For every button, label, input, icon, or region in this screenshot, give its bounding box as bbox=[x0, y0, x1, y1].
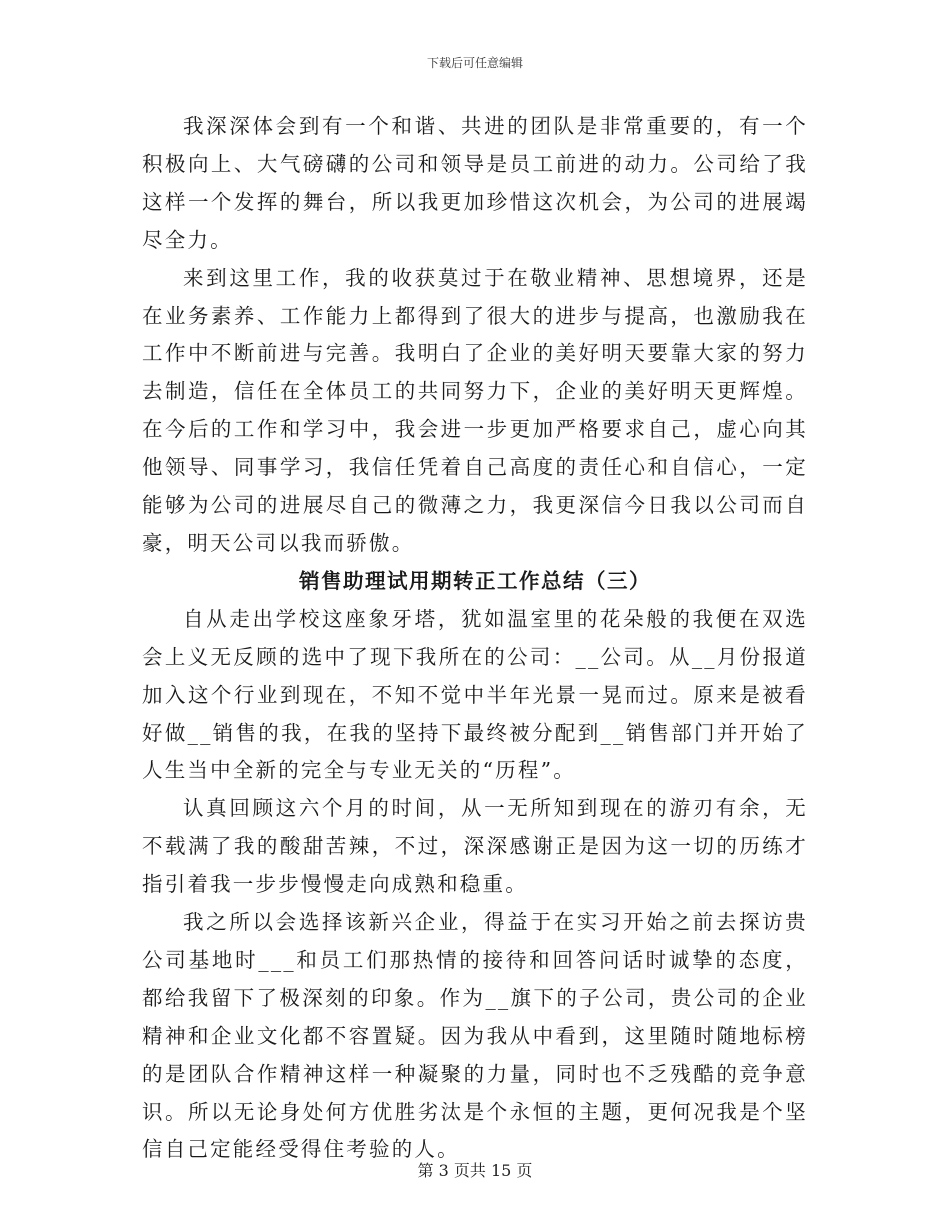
body-paragraph: 我深深体会到有一个和谐、共进的团队是非常重要的，有一个积极向上、大气磅礴的公司和领导是员工前进的动力。公司给了我这样一个发挥的舞台，所以我更加珍惜这次机会，为公司的进展竭尽全力。 bbox=[142, 114, 808, 252]
page-header: 下载后可任意编辑 bbox=[426, 56, 523, 70]
body-paragraph: 认真回顾这六个月的时间，从一无所知到现在的游刃有余，无不载满了我的酸甜苦辣，不过，深深感谢正是因为这一切的历练才指引着我一步步慢慢走向成熟和稳重。 bbox=[142, 796, 808, 897]
section-title: 销售助理试用期转正工作总结（三） bbox=[299, 568, 651, 593]
document-body bbox=[142, 108, 808, 1169]
body-paragraph: 我之所以会选择该新兴企业，得益于在实习开始之前去探访贵公司基地时___和员工们那热情的接待和回答问话时诚挚的态度，都给我留下了极深刻的印象。作为__旗下的子公司，贵公司的企业精神和企业文化都不容置疑。因为我从中看到，这里随时随地标榜的是团队合作精神这样一种凝聚的力量，同时也不乏残酷的竞争意识。所以无论身处何方优胜劣汰是个永恒的主题，更何况我是个坚信自己定能经受得住考验的人。 bbox=[142, 910, 808, 1162]
body-paragraph: 来到这里工作，我的收获莫过于在敬业精神、思想境界，还是在业务素养、工作能力上都得到了很大的进步与提高，也激励我在工作中不断前进与完善。我明白了企业的美好明天要靠大家的努力去制造，信任在全体员工的共同努力下，企业的美好明天更辉煌。在今后的工作和学习中，我会进一步更加严格要求自己，虚心向其他领导、同事学习，我信任凭着自己高度的责任心和自信心，一定能够为公司的进展尽自己的微薄之力，我更深信今日我以公司而自豪，明天公司以我而骄傲。 bbox=[142, 265, 808, 555]
body-paragraph: 自从走出学校这座象牙塔，犹如温室里的花朵般的我便在双选会上义无反顾的选中了现下我所在的公司：__公司。从__月份报道加入这个行业到现在，不知不觉中半年光景一晃而过。原来是被看好做__销售的我，在我的坚持下最终被分配到__销售部门并开始了人生当中全新的完全与专业无关的“历程”。 bbox=[142, 606, 808, 783]
page-footer: 第 3 页共 15 页 bbox=[417, 1161, 533, 1180]
